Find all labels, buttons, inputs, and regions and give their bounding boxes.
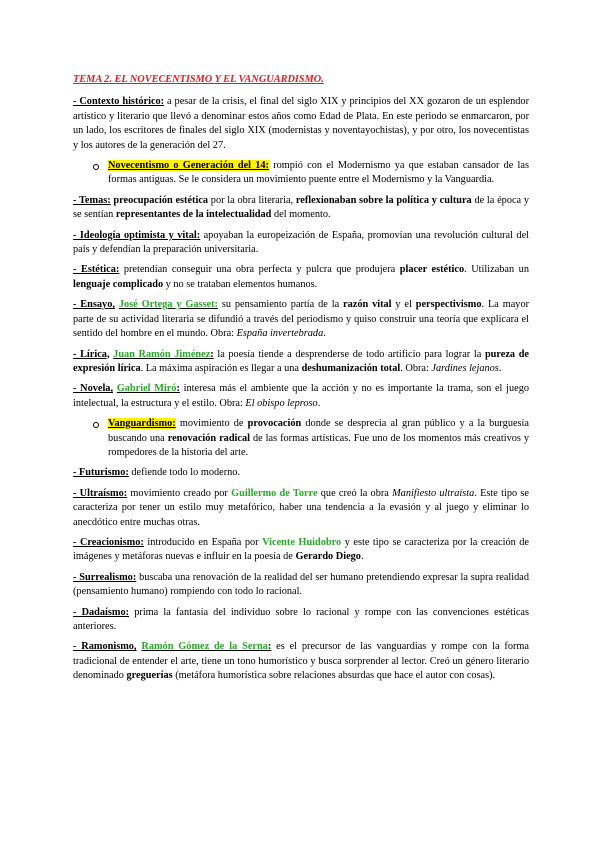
body-text: movimiento de xyxy=(175,418,248,430)
body-text: . xyxy=(317,397,321,409)
section-temas xyxy=(73,194,529,223)
bold-text: representantes de la intelectualidad xyxy=(115,209,272,221)
body-text: donde se desprecia al gran público y a la burguesía buscando una xyxy=(108,418,529,444)
section-ramonismo xyxy=(73,640,529,683)
bold-text: razón vital xyxy=(343,299,392,311)
term-label: - Ensayo, xyxy=(73,299,115,311)
term-label: - Surrealismo: xyxy=(73,571,137,583)
body-text: . Utilizaban un xyxy=(464,264,529,276)
bullet-icon xyxy=(93,422,99,428)
bullet-novecentismo xyxy=(73,159,529,188)
body-text: interesa más el ambiente que la acción y no es importante la trama, son el juego intelectual, la estructura y el estilo. Obra: xyxy=(73,383,529,409)
body-text: introducido en España por xyxy=(143,536,263,548)
body-text: de la época y se sentían xyxy=(73,194,530,221)
author-name: Gabriel Miró xyxy=(116,383,177,395)
body-text: que creó la obra xyxy=(317,487,393,499)
term-label: Novecentismo o Generación del 14: xyxy=(108,160,269,172)
term-label: - Novela, xyxy=(73,383,114,395)
bold-text: perspectivismo xyxy=(415,299,482,311)
work-title: El obispo leproso xyxy=(245,397,318,409)
body-text: la poesía tiende a desprenderse de todo artificio para lograr la xyxy=(213,348,485,360)
term-label: - Ramonismo, xyxy=(73,641,137,653)
term-label: Vanguardismo: xyxy=(108,418,176,430)
section-surrealismo xyxy=(73,571,529,600)
term-label: - Estética: xyxy=(73,264,120,276)
body-text: pretendían conseguir una obra perfecta y pulcra que produjera xyxy=(119,264,400,276)
work-title: Jardines lejanos xyxy=(431,362,499,374)
author-name: Juan Ramón Jiménez xyxy=(113,348,211,360)
bold-text: pureza de expresión lírica xyxy=(73,348,529,374)
author-name: José Ortega y Gasset: xyxy=(118,299,218,311)
term-label: - Ideología optimista y vital: xyxy=(73,229,201,241)
section-contexto xyxy=(73,95,529,153)
body-text: su pensamiento partía de la xyxy=(217,299,344,311)
work-title: España invertebrada xyxy=(236,328,324,340)
term-label: - Lírica, xyxy=(73,348,110,360)
author-name: Guillermo de Torre xyxy=(231,487,318,499)
term-label: - Contexto histórico: xyxy=(73,96,165,108)
body-text: . Obra: xyxy=(400,362,432,374)
body-text: de las formas artísticas. Fue uno de los momentos más creativos y rompedores de la historia del arte. xyxy=(108,432,529,458)
section-novela xyxy=(73,382,529,411)
body-text: (metáfora humorística sobre relaciones absurdas que hace el autor con cosas). xyxy=(172,670,496,682)
term-label: - Temas: xyxy=(73,194,111,206)
bold-text: preocupación estética xyxy=(113,194,209,206)
bold-text: provocación xyxy=(247,418,302,430)
section-creacionismo xyxy=(73,536,529,565)
body-text: a pesar de la crisis, el final del siglo XIX y principios del XX gozaron de un esplendor artístico y literario que llevó a denominar estos años como Edad de Plata. En este periodo se enmarcaron, por un lado, los escritores de finales del siglo XIX (modernistas y noventayochistas), y por otro, los novecentistas y los autores de la generación del 27. xyxy=(73,96,529,151)
bold-text: greguerías xyxy=(126,670,173,682)
section-ensayo xyxy=(73,298,529,341)
body-text: prima la fantasía del individuo sobre lo racional y rompe con las convenciones estéticas anteriores. xyxy=(73,606,529,632)
author-name: Vicente Huidobro xyxy=(262,536,342,548)
body-text: rompió con el Modernismo ya que estaban cansador de las formas antiguas. Se le considera un movimiento puente entre el Modernismo y la Vanguardia. xyxy=(108,160,529,186)
section-ultraismo xyxy=(73,487,529,530)
bold-text: placer estético xyxy=(399,264,465,276)
body-text: . xyxy=(360,551,364,563)
bold-text: deshumanización total xyxy=(301,362,401,374)
author-name: Ramón Gómez de la Serna xyxy=(141,641,268,653)
bullet-vanguardismo xyxy=(73,417,529,460)
term-colon: : xyxy=(176,383,180,395)
section-lirica xyxy=(73,348,529,377)
bold-text: reflexionaban sobre la política y cultura xyxy=(295,194,472,206)
body-text: buscaba una renovación de la realidad del ser humano pretendiendo expresar la supra realidad (pensamiento humano) rompiendo con todo lo racional. xyxy=(73,571,530,598)
section-estetica xyxy=(73,263,529,292)
term-label: - Ultraísmo: xyxy=(73,487,128,499)
body-text: . xyxy=(498,362,502,374)
body-text: es el precursor de las vanguardias y rompe con la forma tradicional de entender el arte, tiene un tono humorístico y busca sorprender al lector. Creó un género literario denominado xyxy=(73,641,529,682)
body-text: . Este tipo se caracteriza por tener un estilo muy metafórico, haber una tendencia a la evasión y al juego y eliminar lo anecdótico entre muchas otras. xyxy=(73,487,529,528)
section-futurismo xyxy=(73,466,529,480)
term-colon: : xyxy=(210,348,214,360)
body-text: . xyxy=(323,328,326,340)
body-text: del momento. xyxy=(271,209,331,221)
bullet-icon xyxy=(93,164,99,170)
body-text: apoyaban la europeización de España, promovían una revolución cultural del país y defendían la preparación universitaria. xyxy=(73,229,530,256)
term-label: - Futurismo: xyxy=(73,467,129,479)
term-label: - Dadaísmo: xyxy=(73,606,130,618)
body-text: y este tipo se caracteriza por la creación de imágenes y metáforas nuevas e influir en la poesía de xyxy=(73,536,529,563)
section-ideologia xyxy=(73,229,529,258)
section-dadaismo xyxy=(73,606,529,635)
bold-text: lenguaje complicado xyxy=(73,278,164,290)
page-title: TEMA 2. EL NOVECENTISMO Y EL VANGUARDISMO. xyxy=(73,74,324,85)
body-text: . La mayor parte de su actividad literaria se difundió a través del periodismo y quiso construir una teoría que explicara el sentido del hombre en el mundo. Obra: xyxy=(73,299,530,340)
body-text: por la obra literaria, xyxy=(208,194,296,206)
body-text: y no se trataban elementos humanos. xyxy=(163,278,318,290)
bold-text: renovación radical xyxy=(167,432,250,444)
body-text: defiende todo lo moderno. xyxy=(128,467,241,479)
body-text: . La máxima aspiración es llegar a una xyxy=(140,362,302,374)
bold-text: Gerardo Diego xyxy=(295,551,361,563)
body-text: y el xyxy=(391,299,416,311)
work-title: Manifiesto ultraísta xyxy=(392,487,475,499)
term-colon: : xyxy=(267,641,272,653)
body-text: movimiento creado por xyxy=(127,487,232,499)
term-label: - Creacionismo: xyxy=(73,536,144,548)
